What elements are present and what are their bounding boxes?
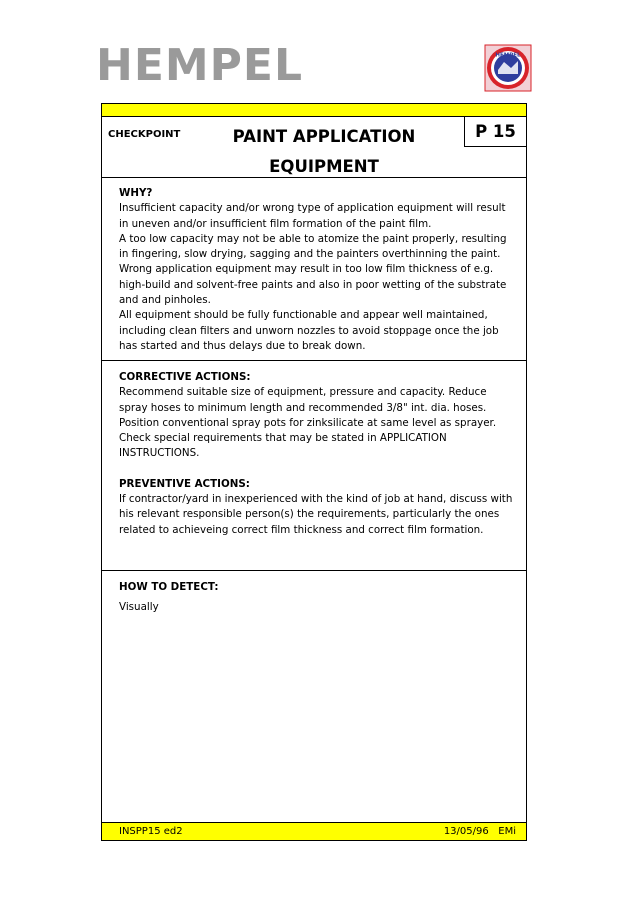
- sheet-header: [102, 117, 526, 178]
- detect-heading: HOW TO DETECT:: [119, 581, 219, 593]
- date-author: 13/05/96 EMi: [443, 826, 516, 837]
- why-section: [102, 177, 526, 361]
- logo-text: HEMPEL: [495, 52, 521, 59]
- document-id: INSPP15 ed2: [119, 826, 183, 837]
- preventive-text: If contractor/yard in inexperienced with the kind of job at hand, discuss with his relevant responsible person(s) the requirements, particularly the ones related to achieveing correct film thickness and correct film formation.: [119, 493, 513, 536]
- why-heading: WHY?: [119, 187, 153, 199]
- detect-text: Visually: [119, 601, 159, 614]
- corrective-text: Recommend suitable size of equipment, pressure and capacity. Reduce spray hoses to minimum length and recommended 3/8" int. dia. hoses. Position conventional spray pots for zinksilicate at same level as sprayer. Check special requirements that may be stated in APPLICATION INSTRUCTIONS.: [119, 386, 497, 460]
- preventive-heading: PREVENTIVE ACTIONS:: [119, 477, 250, 490]
- top-color-band: [102, 104, 526, 117]
- sheet-title-line-2: EQUIPMENT: [269, 157, 379, 176]
- checkpoint-code: P 15: [464, 117, 526, 147]
- why-paragraph: Wrong application equipment may result in too low film thickness of e.g. high-build and solvent-free paints and also in poor wetting of the substrate and and pinholes.: [119, 263, 507, 307]
- checkpoint-sheet: [101, 103, 527, 841]
- corrective-heading: CORRECTIVE ACTIONS:: [119, 371, 251, 383]
- why-paragraph: All equipment should be fully functionable and appear well maintained, including clean filters and unworn nozzles to avoid stoppage once the job has started and thus delays due to break down.: [119, 309, 499, 352]
- sheet-title: [224, 122, 424, 182]
- why-paragraph: Insufficient capacity and/or wrong type of application equipment will result in uneven and/or insufficient film formation of the paint film.: [119, 202, 506, 230]
- actions-section: [102, 361, 526, 571]
- checkpoint-label: CHECKPOINT: [108, 129, 181, 140]
- hempel-logo: [484, 44, 532, 92]
- why-paragraph: A too low capacity may not be able to atomize the paint properly, resulting in fingering, slow drying, sagging and the painters overthinning the paint.: [119, 232, 507, 261]
- sheet-title-line-1: PAINT APPLICATION: [232, 127, 416, 146]
- footer-band: [102, 822, 526, 840]
- detect-section: [102, 571, 526, 822]
- hempel-wordmark: HEMPEL: [96, 40, 304, 91]
